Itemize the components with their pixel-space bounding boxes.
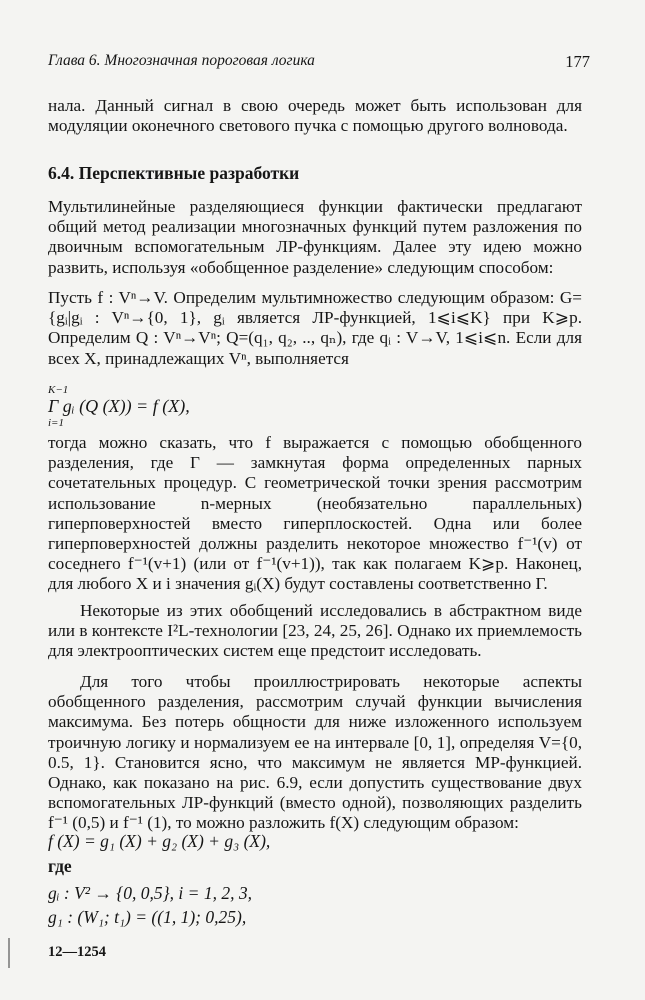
page-number: 177: [565, 52, 590, 71]
margin-mark: [8, 938, 10, 968]
section-title: 6.4. Перспективные разработки: [48, 163, 300, 183]
formula-decomposition: f (X) = g₁ (X) + g₂ (X) + g₃ (X),: [48, 831, 271, 851]
intro-paragraph: нала. Данный сигнал в свою очередь может быть использован для модуляции оконечного светового пучка с помощью другого волновода.: [48, 96, 582, 136]
formula-lower-limit: i=1: [48, 417, 64, 429]
paragraph-5: Для того чтобы проиллюстрировать некоторые аспекты обобщенного разделения, рассмотрим случай функции вычисления максимума. Без потерь общности для ниже изложенного используем троичную логику и нормализуем ее на интервале [0, 1], определяя V={0, 0.5, 1}. Становится ясно, что максимум не является МР-функцией. Однако, как показано на рис. 6.9, если допустить существование двух вспомогательных ЛР-функций (вместо одной), позволяющих разделить f⁻¹ (0,5) и f⁻¹ (1), то можно разложить f(X) следующим образом:: [48, 672, 582, 833]
formula-upper-limit: K−1: [48, 384, 69, 396]
where-label: где: [48, 856, 72, 876]
formula-g1-definition: g₁ : (W₁; t₁) = ((1, 1); 0,25),: [48, 907, 247, 927]
paragraph-4: Некоторые из этих обобщений исследовались в абстрактном виде или в контексте I²L-технологии [23, 24, 25, 26]. Однако их приемлемость для электрооптических систем еще предстоит исследовать.: [48, 601, 582, 661]
formula-body: Γ gᵢ (Q (X)) = f (X),: [48, 396, 190, 416]
paragraph-3: тогда можно сказать, что f выражается с помощью обобщенного разделения, где Γ — замкнутая форма определенных парных сочетательных процедур. С геометрической точки зрения рассмотрим использование n-мерных (необязательно параллельных) гиперповерхностей вместо гиперплоскостей. Одна или более гиперповерхностей должны разделить некоторое множество f⁻¹(v) от соседнего f⁻¹(v+1) (или от f⁻¹(v+1)), так как полагаем K⩾p. Наконец, для любого X и i значения gᵢ(X) будут составлены соответственно Γ.: [48, 433, 582, 594]
running-title: Глава 6. Многозначная пороговая логика: [48, 52, 315, 69]
formula-gi-definition: gᵢ : V² → {0, 0,5}, i = 1, 2, 3,: [48, 883, 252, 903]
generalized-separation-formula: [48, 384, 348, 428]
page-header: [48, 52, 590, 74]
signature-mark: 12—1254: [48, 944, 106, 960]
paragraph-2: Пусть f : Vⁿ→V. Определим мультимножество следующим образом: G={gᵢ|gᵢ : Vⁿ→{0, 1}, gᵢ является ЛР-функцией, 1⩽i⩽K} при K⩾p. Определим Q : Vⁿ→Vⁿ; Q=(q₁, q₂, .., qₙ), где qᵢ : V→V, 1⩽i⩽n. Если для всех X, принадлежащих Vⁿ, выполняется: [48, 288, 582, 368]
paragraph-1: Мультилинейные разделяющиеся функции фактически предлагают общий метод реализации многозначных функций путем разложения по двоичным вспомогательным ЛР-функциям. Далее эту идею можно развить, используя «обобщенное разделение» следующим способом:: [48, 197, 582, 277]
